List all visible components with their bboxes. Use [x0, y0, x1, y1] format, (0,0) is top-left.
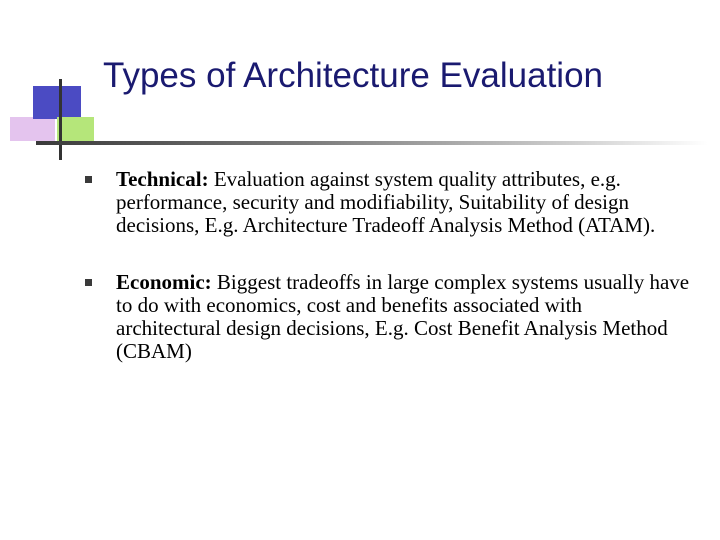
bullet-text: Biggest tradeoffs in large complex systems usually have to do with economics, cost and benefits associated with architectural design decisions, E.g. Cost Benefit Analysis Method (CBAM) — [116, 270, 690, 363]
bullet-text: Evaluation against system quality attributes, e.g. performance, security and modifiability, Suitability of design decisions, E.g. Architecture Tradeoff Analysis Method (ATAM). — [116, 167, 656, 237]
bullet-term: Technical: — [116, 167, 209, 191]
square-bullet-icon — [85, 176, 92, 183]
decorative-pink-square — [10, 117, 55, 141]
bullet-item-technical — [82, 168, 692, 237]
slide-title: Types of Architecture Evaluation — [103, 56, 603, 95]
square-bullet-icon — [85, 279, 92, 286]
decorative-vertical-line — [59, 79, 62, 160]
bullet-list — [82, 168, 692, 397]
bullet-term: Economic: — [116, 270, 212, 294]
bullet-item-economic — [82, 271, 692, 363]
title-underline — [36, 141, 708, 145]
decorative-blue-square — [33, 86, 81, 119]
